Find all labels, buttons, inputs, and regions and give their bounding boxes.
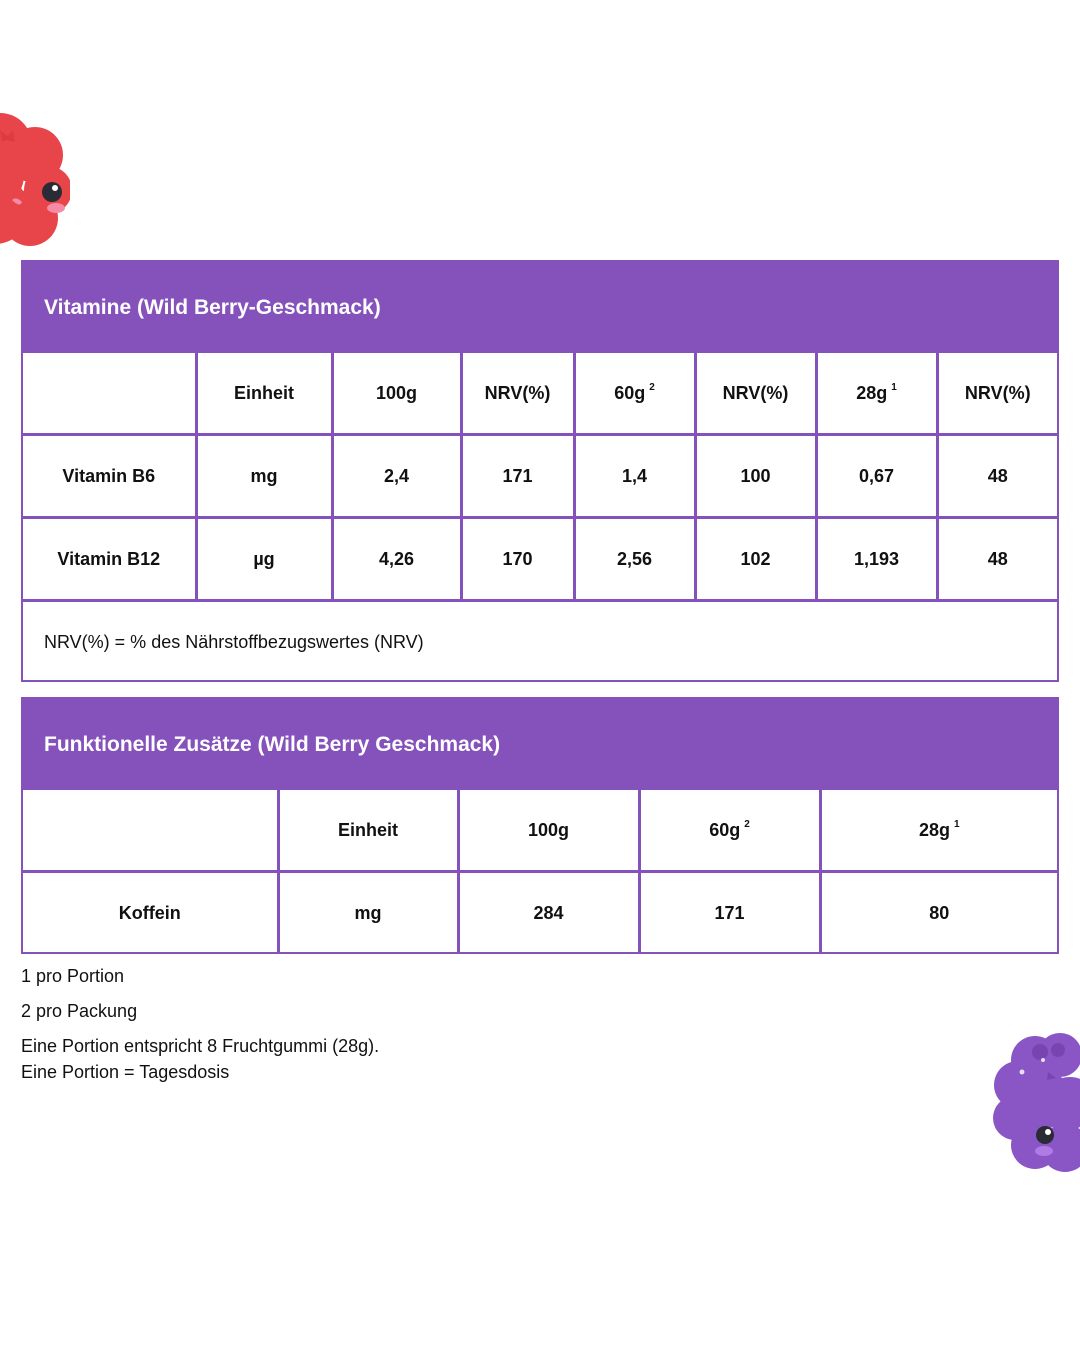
row-nrv-100g: 171 <box>461 435 574 518</box>
table-row <box>23 435 1057 518</box>
row-value-100g: 2,4 <box>332 435 461 518</box>
header-cell-28g <box>816 353 937 435</box>
footnote-marker: 2 <box>649 381 655 393</box>
vitamins-table <box>23 353 1057 682</box>
header-cell-empty <box>23 790 278 872</box>
row-nrv-60g: 102 <box>695 518 816 601</box>
row-value-100g: 284 <box>458 872 639 954</box>
table-header-row <box>23 790 1057 872</box>
row-nrv-100g: 170 <box>461 518 574 601</box>
row-value-100g: 4,26 <box>332 518 461 601</box>
row-nrv-28g: 48 <box>937 518 1057 601</box>
table-header-row <box>23 353 1057 435</box>
row-value-60g: 2,56 <box>574 518 695 601</box>
header-cell-unit: Einheit <box>196 353 332 435</box>
row-unit: mg <box>196 435 332 518</box>
table-row <box>23 872 1057 954</box>
header-cell-nrv-100g: NRV(%) <box>461 353 574 435</box>
row-name: Vitamin B12 <box>23 518 196 601</box>
row-nrv-28g: 48 <box>937 435 1057 518</box>
raspberry-mascot-icon <box>0 100 70 255</box>
vitamins-panel <box>21 260 1059 682</box>
header-cell-nrv-28g: NRV(%) <box>937 353 1057 435</box>
row-value-60g: 171 <box>639 872 820 954</box>
functional-title: Funktionelle Zusätze (Wild Berry Geschmack) <box>23 699 1057 790</box>
nrv-note: NRV(%) = % des Nährstoffbezugswertes (NRV) <box>23 601 1057 683</box>
functional-panel <box>21 697 1059 954</box>
footnote-portion-definition: Eine Portion entspricht 8 Fruchtgummi (28g). <box>21 1036 380 1056</box>
table-note-row <box>23 601 1057 683</box>
vitamins-title: Vitamine (Wild Berry-Geschmack) <box>23 262 1057 353</box>
functional-table <box>23 790 1057 953</box>
header-label-28g: 28g <box>856 382 888 403</box>
header-label-60g: 60g <box>614 382 646 403</box>
row-nrv-60g: 100 <box>695 435 816 518</box>
header-cell-100g: 100g <box>332 353 461 435</box>
footnote-marker: 1 <box>891 381 897 393</box>
header-cell-60g <box>639 790 820 872</box>
header-cell-nrv-60g: NRV(%) <box>695 353 816 435</box>
header-label-28g: 28g <box>918 819 950 840</box>
header-cell-28g <box>820 790 1057 872</box>
footnote-per-pack: 2 pro Packung <box>21 1001 138 1021</box>
header-label-60g: 60g <box>709 819 741 840</box>
footnote-marker: 2 <box>744 818 750 830</box>
row-value-60g: 1,4 <box>574 435 695 518</box>
header-cell-unit: Einheit <box>278 790 458 872</box>
footnote-marker: 1 <box>953 818 960 830</box>
row-value-28g: 0,67 <box>816 435 937 518</box>
header-cell-60g <box>574 353 695 435</box>
row-name: Vitamin B6 <box>23 435 196 518</box>
row-value-28g: 1,193 <box>816 518 937 601</box>
row-unit: µg <box>196 518 332 601</box>
blackberry-mascot-icon <box>990 1030 1080 1180</box>
footnote-per-portion: 1 pro Portion <box>21 966 125 986</box>
row-value-28g: 80 <box>820 872 1057 954</box>
header-cell-100g: 100g <box>458 790 639 872</box>
row-name: Koffein <box>23 872 278 954</box>
footnote-daily-dose: Eine Portion = Tagesdosis <box>21 1062 230 1082</box>
row-unit: mg <box>278 872 458 954</box>
table-row <box>23 518 1057 601</box>
header-cell-empty <box>23 353 196 435</box>
